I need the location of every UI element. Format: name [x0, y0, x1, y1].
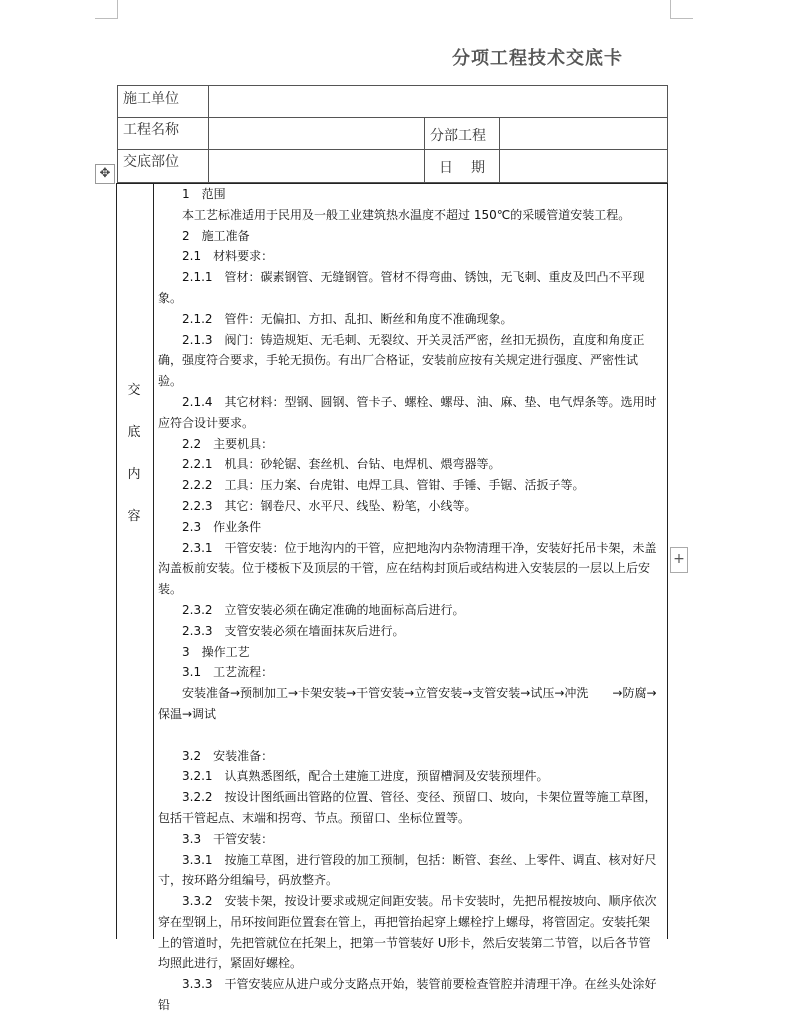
column-divider	[153, 184, 154, 939]
content-paragraph: 2.2.2 工具：压力案、台虎钳、电焊工具、管钳、手锤、手锯、活扳子等。	[182, 478, 585, 493]
content-paragraph: 3.2.1 认真熟悉图纸，配合土建施工进度，预留槽洞及安装预埋件。	[182, 769, 549, 784]
content-paragraph: 3 操作工艺	[182, 644, 250, 659]
content-paragraph: 2.1.3 阀门：铸造规矩、无毛刺、无裂纹、开关灵活严密，丝扣无损伤，直度和角度正确，强度符合要求，手轮无损伤。有出厂合格证，安装前应按有关规定进行强度、严密性试验。	[158, 332, 645, 389]
move-handle-icon[interactable]: ✥	[95, 164, 115, 184]
content-paragraph: 2.1 材料要求：	[182, 249, 274, 264]
content-paragraph: 2 施工准备	[182, 228, 250, 243]
content-paragraph: 3.2 安装准备：	[182, 748, 274, 763]
content-paragraph: 3.1 工艺流程：	[182, 665, 274, 680]
disclosure-content-cell	[116, 183, 668, 1013]
date-field[interactable]	[500, 150, 667, 182]
content-paragraph: 1 范围	[182, 187, 226, 201]
content-paragraph: 2.2.1 机具：砂轮锯、套丝机、台钻、电焊机、煨弯器等。	[182, 457, 501, 472]
content-paragraph: 2.3.1 干管安装：位于地沟内的干管，应把地沟内杂物清理干净，安装好托吊卡架，未盖沟盖板前安装。位于楼板下及顶层的干管，应在结构封顶后或结构进入安装层的一层以上后安装。	[158, 540, 657, 597]
location-field[interactable]	[209, 150, 423, 182]
project-label: 工程名称	[123, 122, 179, 138]
content-paragraph: 安装准备→预制加工→卡架安装→干管安装→立管安装→支管安装→试压→冲洗 →防腐→保温→调试	[158, 686, 657, 721]
content-paragraph: 3.3.2 安装卡架，按设计要求或规定间距安装。吊卡安装时，先把吊棍按坡向、顺序依次穿在型钢上，吊环按间距位置套在管上，再把管抬起穿上螺栓拧上螺母，将管固定。安装托架上的管道时，先把管就位在托架上，把第一节管装好 U形卡，然后安装第二节管，以后各节管均照此进行，紧固好螺栓。	[158, 894, 657, 971]
blank-line	[158, 725, 660, 746]
subproject-field[interactable]	[500, 118, 667, 149]
unit-label: 施工单位	[123, 91, 179, 107]
location-label: 交底部位	[123, 154, 179, 170]
content-paragraph: 2.1.2 管件：无偏扣、方扣、乱扣、断丝和角度不准确现象。	[182, 311, 513, 326]
add-row-button[interactable]: +	[670, 547, 688, 573]
content-paragraph: 2.2 主要机具：	[182, 436, 274, 451]
project-field[interactable]	[209, 118, 423, 149]
header-border	[667, 85, 668, 183]
page-title: 分项工程技术交底卡	[452, 48, 623, 69]
unit-field[interactable]	[209, 86, 667, 117]
crop-mark-right	[670, 0, 693, 19]
side-char: 交	[127, 383, 141, 398]
content-paragraph: 2.3.3 支管安装必须在墙面抹灰后进行。	[182, 623, 405, 638]
subproject-label: 分部工程	[430, 128, 486, 144]
content-paragraph: 2.2.3 其它：钢卷尺、水平尺、线坠、粉笔，小线等。	[182, 498, 477, 513]
content-text[interactable]	[158, 184, 660, 1016]
side-label	[125, 370, 143, 538]
header-table	[117, 85, 668, 183]
content-paragraph: 3.2.2 按设计图纸画出管路的位置、管径、变径、预留口、坡向，卡架位置等施工草图，包括干管起点、末端和拐弯、节点。预留口、坐标位置等。	[158, 790, 657, 825]
content-paragraph: 本工艺标准适用于民用及一般工业建筑热水温度不超过 150℃的采暖管道安装工程。	[182, 207, 631, 222]
content-paragraph: 3.3.3 干管安装应从进户或分支路点开始，装管前要检查管腔并清理干净。在丝头处涂好铅	[158, 977, 657, 1013]
content-paragraph: 3.3 干管安装：	[182, 831, 274, 846]
side-char: 内	[127, 467, 141, 482]
content-paragraph: 2.3.2 立管安装必须在确定准确的地面标高后进行。	[182, 602, 465, 617]
content-paragraph: 2.1.1 管材：碳素钢管、无缝钢管。管材不得弯曲、锈蚀，无飞刺、重皮及凹凸不平现象。	[158, 270, 645, 305]
side-char: 容	[127, 509, 141, 524]
header-border	[117, 85, 118, 183]
header-divider	[424, 117, 425, 183]
crop-mark-left	[95, 0, 118, 19]
side-char: 底	[127, 425, 141, 440]
content-paragraph: 3.3.1 按施工草图，进行管段的加工预制，包括：断管、套丝、上零件、调直、核对好尺寸，按环路分组编号，码放整齐。	[158, 852, 657, 888]
date-label: 日 期	[439, 160, 487, 176]
content-paragraph: 2.3 作业条件	[182, 519, 262, 534]
content-paragraph: 2.1.4 其它材料：型钢、圆钢、管卡子、螺栓、螺母、油、麻、垫、电气焊条等。选用时应符合设计要求。	[158, 394, 657, 430]
